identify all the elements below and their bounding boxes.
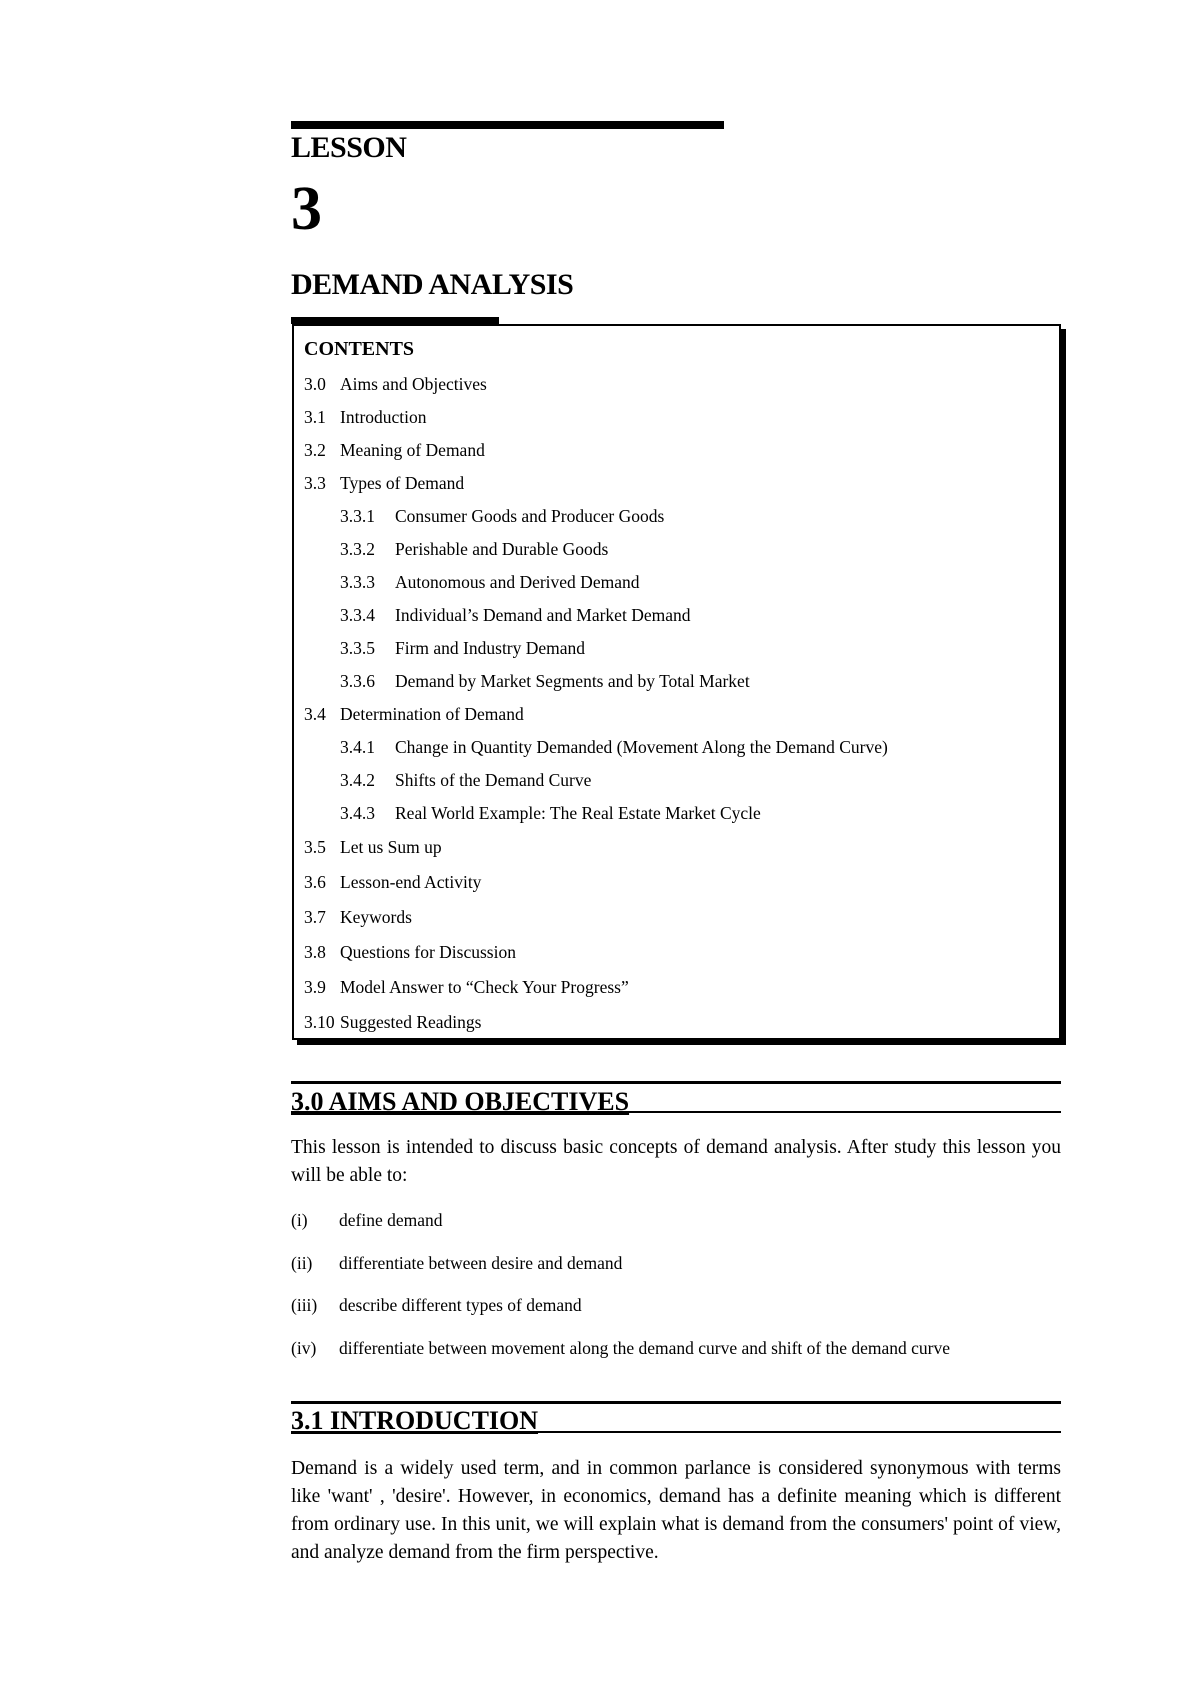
toc-text: Determination of Demand: [340, 704, 524, 724]
toc-item: [340, 505, 664, 527]
toc-text: Demand by Market Segments and by Total Market: [395, 671, 750, 691]
toc-item: [304, 439, 485, 461]
toc-text: Autonomous and Derived Demand: [395, 572, 640, 592]
lesson-title: DEMAND ANALYSIS: [291, 268, 574, 301]
toc-number: 3.3.2: [340, 539, 375, 559]
toc-text: Keywords: [340, 907, 412, 927]
toc-text: Change in Quantity Demanded (Movement Along the Demand Curve): [395, 737, 888, 757]
introduction-heading: 3.1 INTRODUCTION: [291, 1406, 539, 1435]
objective-text: differentiate between desire and demand: [339, 1253, 623, 1273]
objective-item: [291, 1207, 1061, 1233]
toc-text: Introduction: [340, 407, 427, 427]
objective-marker: (iii): [291, 1295, 318, 1315]
toc-number: 3.9: [304, 977, 326, 997]
toc-text: Suggested Readings: [340, 1012, 482, 1032]
toc-item: [340, 802, 761, 824]
section-rule-top: [291, 1081, 1061, 1084]
toc-item: [304, 836, 442, 858]
toc-item: [304, 703, 524, 725]
toc-text: Firm and Industry Demand: [395, 638, 586, 658]
toc-number: 3.2: [304, 440, 326, 460]
toc-number: 3.10: [304, 1012, 335, 1032]
toc-item: [340, 637, 585, 659]
toc-item: [340, 670, 750, 692]
toc-number: 3.3.3: [340, 572, 375, 592]
toc-number: 3.0: [304, 374, 326, 394]
toc-item: [340, 538, 608, 560]
toc-number: 3.5: [304, 837, 326, 857]
objective-marker: (iv): [291, 1338, 317, 1358]
contents-tab-bar: [291, 317, 499, 324]
objective-text: differentiate between movement along the demand curve and shift of the demand curve: [339, 1338, 950, 1358]
toc-text: Let us Sum up: [340, 837, 442, 857]
toc-number: 3.1: [304, 407, 326, 427]
introduction-paragraph: Demand is a widely used term, and in common parlance is considered synonymous with terms like 'want' , 'desire'. However, in economics, demand has a definite meaning which is different from ordinary use. In this unit, we will explain what is demand from the consumers' point of view, and analyze demand from the firm perspective.: [291, 1458, 1061, 1563]
objective-text: define demand: [339, 1210, 443, 1230]
toc-number: 3.4.3: [340, 803, 375, 823]
toc-text: Individual’s Demand and Market Demand: [395, 605, 691, 625]
toc-text: Model Answer to “Check Your Progress”: [340, 977, 629, 997]
toc-number: 3.3: [304, 473, 326, 493]
toc-text: Questions for Discussion: [340, 942, 516, 962]
toc-item: [304, 406, 427, 428]
toc-text: Aims and Objectives: [340, 374, 487, 394]
toc-number: 3.3.5: [340, 638, 375, 658]
objective-marker: (i): [291, 1210, 308, 1230]
toc-item: [340, 571, 639, 593]
toc-item: [340, 604, 690, 626]
aims-intro: This lesson is intended to discuss basic concepts of demand analysis. After study this lesson you will be able to:: [291, 1137, 1061, 1186]
objective-item: [291, 1292, 1061, 1318]
toc-number: 3.4: [304, 704, 326, 724]
objective-marker: (ii): [291, 1253, 313, 1273]
toc-item: [304, 373, 487, 395]
section-rule-bottom: [291, 1431, 1061, 1433]
toc-number: 3.6: [304, 872, 326, 892]
toc-item: [304, 906, 412, 928]
toc-number: 3.4.1: [340, 737, 375, 757]
toc-item: [304, 871, 481, 893]
toc-number: 3.4.2: [340, 770, 375, 790]
toc-number: 3.3.1: [340, 506, 375, 526]
toc-number: 3.3.6: [340, 671, 375, 691]
toc-text: Perishable and Durable Goods: [395, 539, 609, 559]
aims-heading: 3.0 AIMS AND OBJECTIVES: [291, 1087, 630, 1116]
toc-item: [304, 472, 464, 494]
toc-number: 3.8: [304, 942, 326, 962]
toc-item: [304, 941, 516, 963]
objective-item: [291, 1250, 1061, 1276]
section-rule-top: [291, 1401, 1061, 1404]
toc-text: Shifts of the Demand Curve: [395, 770, 592, 790]
toc-item: [304, 1011, 481, 1033]
toc-text: Lesson-end Activity: [340, 872, 482, 892]
toc-number: 3.7: [304, 907, 326, 927]
objective-text: describe different types of demand: [339, 1295, 582, 1315]
objective-item: [291, 1335, 1061, 1361]
toc-text: Types of Demand: [340, 473, 465, 493]
section-rule-bottom: [291, 1111, 1061, 1113]
lesson-number: 3: [291, 175, 322, 243]
toc-item: [304, 976, 629, 998]
contents-heading: CONTENTS: [304, 338, 415, 360]
toc-text: Real World Example: The Real Estate Market Cycle: [395, 803, 761, 823]
toc-number: 3.3.4: [340, 605, 375, 625]
lesson-label: LESSON: [291, 131, 407, 164]
toc-text: Consumer Goods and Producer Goods: [395, 506, 665, 526]
toc-item: [340, 769, 591, 791]
toc-item: [340, 736, 888, 758]
toc-text: Meaning of Demand: [340, 440, 485, 460]
